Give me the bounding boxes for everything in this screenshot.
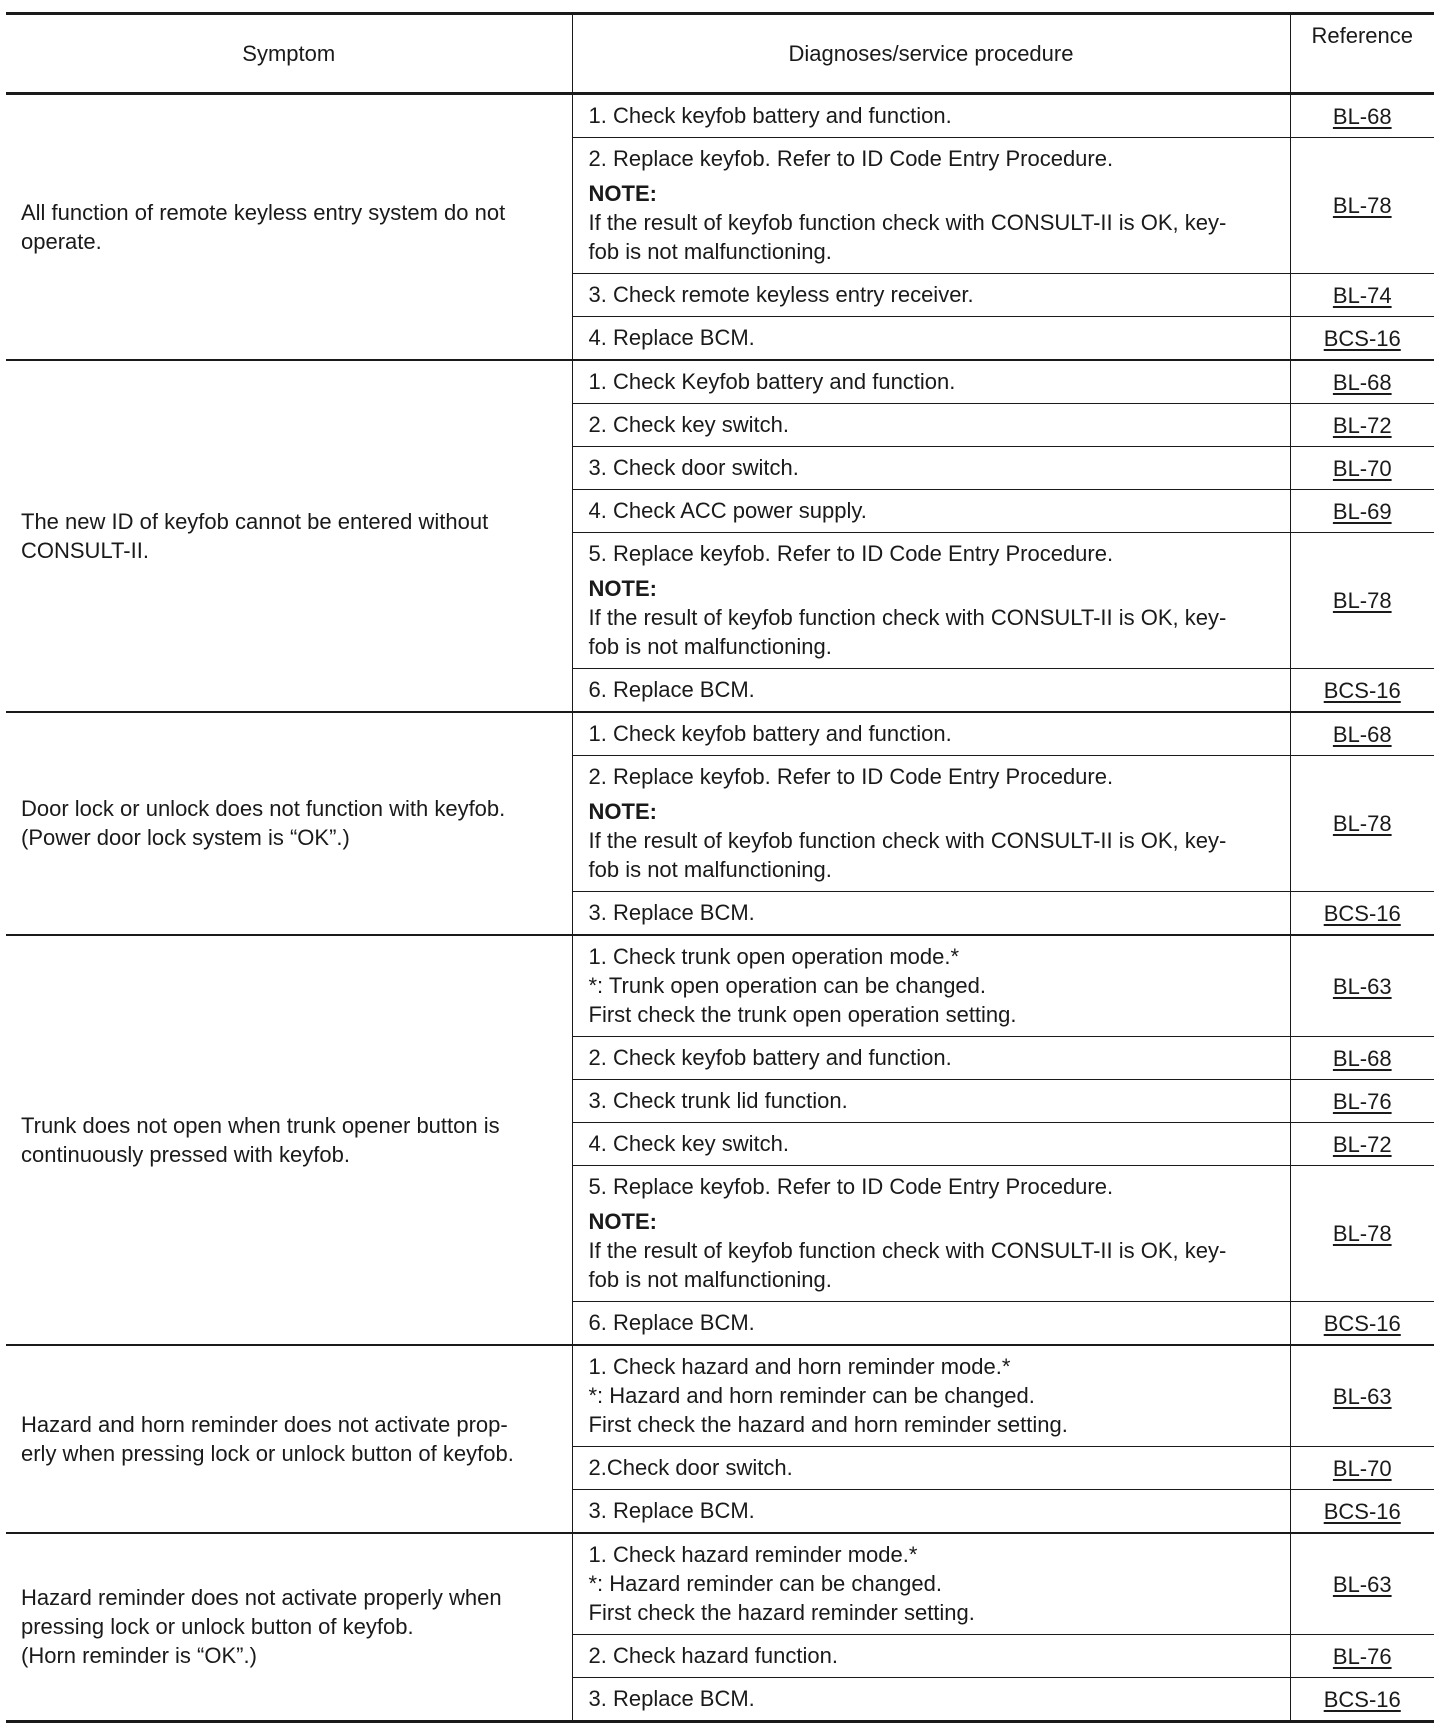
table-header [6,14,1434,94]
note-text: If the result of keyfob function check with CONSULT-II is OK, key- [588,605,1227,630]
procedure-cell [572,1123,1290,1166]
procedure-cell [572,669,1290,713]
reference-cell [1290,1037,1434,1080]
note-text: If the result of keyfob function check with CONSULT-II is OK, key- [588,1238,1227,1263]
reference-cell [1290,1166,1434,1302]
reference-link[interactable]: BCS-16 [1323,1310,1401,1336]
reference-cell [1290,892,1434,936]
reference-cell [1290,1635,1434,1678]
reference-cell [1290,138,1434,274]
procedure-cell [572,274,1290,317]
procedure-cell [572,94,1290,138]
header-row [6,14,1434,94]
symptom-text: All function of remote keyless entry system do not [21,199,506,225]
procedure-step-text: 2. Replace keyfob. Refer to ID Code Entry Procedure. [588,764,1114,789]
reference-link[interactable]: BL-78 [1332,193,1392,218]
procedure-step-text: 1. Check keyfob battery and function. [588,721,952,746]
reference-link[interactable]: BL-70 [1332,1455,1392,1481]
reference-cell [1290,756,1434,892]
procedure-cell [572,1345,1290,1447]
reference-cell [1290,1533,1434,1635]
symptom-text: Door lock or unlock does not function with keyfob. [21,796,506,821]
symptom-text: Hazard and horn reminder does not activate prop- [21,1411,508,1437]
table-row [6,94,1434,138]
symptom-text: CONSULT-II. [21,537,149,563]
reference-cell [1290,1447,1434,1490]
reference-link[interactable]: BL-68 [1332,103,1392,129]
reference-link[interactable]: BL-74 [1332,282,1392,308]
reference-cell [1290,533,1434,669]
table-row [6,1345,1434,1447]
procedure-cell [572,533,1290,669]
procedure-step-text: *: Hazard and horn reminder can be changed. [588,1383,1035,1408]
note-text: fob is not malfunctioning. [588,239,832,264]
procedure-cell [572,712,1290,756]
reference-cell [1290,447,1434,490]
symptom-cell [6,1345,572,1533]
procedure-step-text: 3. Check remote keyless entry receiver. [588,282,974,307]
symptom-text: operate. [21,228,102,254]
reference-cell [1290,935,1434,1037]
procedure-cell [572,892,1290,936]
reference-link[interactable]: BL-78 [1332,588,1392,613]
reference-link[interactable]: BL-68 [1332,369,1392,395]
procedure-step-text: 3. Replace BCM. [588,1498,755,1523]
procedure-cell [572,1678,1290,1722]
procedure-step-text: 4. Check ACC power supply. [588,498,867,523]
procedure-step-text: 3. Check door switch. [588,455,799,480]
note-label: NOTE: [588,1209,657,1234]
procedure-step-text: 5. Replace keyfob. Refer to ID Code Entry Procedure. [588,541,1114,566]
table-row [6,360,1434,404]
reference-link[interactable]: BL-76 [1332,1643,1392,1669]
header-procedure: Diagnoses/service procedure [572,14,1290,94]
note-text: If the result of keyfob function check with CONSULT-II is OK, key- [588,828,1227,853]
reference-link[interactable]: BL-78 [1332,811,1392,836]
note-label: NOTE: [588,799,657,824]
reference-link[interactable]: BCS-16 [1323,325,1401,351]
reference-link[interactable]: BL-63 [1332,1383,1392,1409]
symptom-text: The new ID of keyfob cannot be entered without [21,508,489,534]
procedure-cell [572,1080,1290,1123]
procedure-step-text: 3. Replace BCM. [588,900,755,925]
procedure-step-text: 2. Check hazard function. [588,1643,838,1668]
procedure-cell [572,360,1290,404]
procedure-step-text: 6. Replace BCM. [588,677,755,702]
procedure-step-text: 1. Check keyfob battery and function. [588,103,952,128]
procedure-step-text: 1. Check hazard and horn reminder mode.* [588,1354,1011,1379]
procedure-step-text: First check the hazard reminder setting. [588,1600,975,1625]
reference-link[interactable]: BCS-16 [1323,900,1401,926]
reference-cell [1290,1302,1434,1346]
procedure-cell [572,1447,1290,1490]
procedure-cell [572,317,1290,361]
symptom-text: Hazard reminder does not activate properly when [21,1585,502,1610]
procedure-cell [572,1533,1290,1635]
procedure-step-text: 4. Check key switch. [588,1131,790,1156]
reference-link[interactable]: BL-63 [1332,1571,1392,1597]
reference-cell [1290,1345,1434,1447]
reference-cell [1290,1123,1434,1166]
reference-link[interactable]: BL-68 [1332,721,1392,747]
reference-link[interactable]: BCS-16 [1323,677,1401,703]
symptom-text: continuously pressed with keyfob. [21,1141,350,1167]
reference-link[interactable]: BL-68 [1332,1045,1392,1071]
symptom-text: Trunk does not open when trunk opener button is [21,1112,500,1138]
symptom-cell [6,712,572,935]
table-row [6,935,1434,1037]
symptom-cell [6,94,572,361]
note-text: fob is not malfunctioning. [588,634,832,659]
reference-link[interactable]: BL-63 [1332,973,1392,999]
note-text: If the result of keyfob function check with CONSULT-II is OK, key- [588,210,1227,235]
reference-link[interactable]: BL-72 [1332,412,1392,438]
reference-link[interactable]: BCS-16 [1323,1686,1401,1712]
procedure-step-text: *: Hazard reminder can be changed. [588,1571,942,1596]
procedure-step-text: 4. Replace BCM. [588,325,755,350]
reference-cell [1290,490,1434,533]
procedure-step-text: First check the trunk open operation setting. [588,1002,1017,1027]
reference-cell [1290,94,1434,138]
procedure-step-text: 2. Replace keyfob. Refer to ID Code Entry Procedure. [588,146,1114,171]
reference-link[interactable]: BL-69 [1332,498,1392,524]
reference-cell [1290,712,1434,756]
reference-cell [1290,317,1434,361]
table-row [6,1533,1434,1635]
reference-cell [1290,274,1434,317]
reference-cell [1290,1080,1434,1123]
procedure-cell [572,447,1290,490]
procedure-step-text: 3. Check trunk lid function. [588,1088,848,1113]
procedure-step-text: 6. Replace BCM. [588,1310,755,1335]
procedure-step-text: 2. Check key switch. [588,412,790,437]
procedure-cell [572,1166,1290,1302]
procedure-step-text: 5. Replace keyfob. Refer to ID Code Entry Procedure. [588,1174,1114,1199]
procedure-cell [572,1635,1290,1678]
header-symptom: Symptom [6,14,572,94]
symptom-diagnosis-table [6,12,1434,1723]
procedure-step-text: First check the hazard and horn reminder setting. [588,1412,1068,1437]
procedure-step-text: 2. Check keyfob battery and function. [588,1045,952,1070]
symptom-cell [6,1533,572,1722]
procedure-step-text: *: Trunk open operation can be changed. [588,973,987,998]
symptom-cell [6,935,572,1345]
procedure-cell [572,935,1290,1037]
procedure-cell [572,490,1290,533]
procedure-step-text: 3. Replace BCM. [588,1686,755,1711]
symptom-cell [6,360,572,712]
reference-cell [1290,1678,1434,1722]
reference-cell [1290,404,1434,447]
troubleshooting-table-container [6,12,1434,1723]
symptom-text: pressing lock or unlock button of keyfob. [21,1614,414,1639]
procedure-cell [572,404,1290,447]
procedure-cell [572,1302,1290,1346]
procedure-step-text: 1. Check hazard reminder mode.* [588,1542,918,1567]
symptom-text: (Horn reminder is “OK”.) [21,1643,257,1668]
procedure-step-text: 1. Check trunk open operation mode.* [588,944,960,969]
table-row [6,712,1434,756]
procedure-step-text: 2.Check door switch. [588,1455,793,1480]
reference-link[interactable]: BL-76 [1332,1088,1392,1114]
procedure-step-text: 1. Check Keyfob battery and function. [588,369,956,394]
symptom-text: erly when pressing lock or unlock button of keyfob. [21,1440,514,1466]
procedure-cell [572,138,1290,274]
procedure-cell [572,1490,1290,1534]
symptom-text: (Power door lock system is “OK”.) [21,825,350,850]
note-label: NOTE: [588,181,657,206]
note-text: fob is not malfunctioning. [588,857,832,882]
procedure-cell [572,756,1290,892]
reference-cell [1290,360,1434,404]
reference-link[interactable]: BL-72 [1332,1131,1392,1157]
reference-link[interactable]: BCS-16 [1323,1498,1401,1524]
reference-cell [1290,669,1434,713]
procedure-cell [572,1037,1290,1080]
note-text: fob is not malfunctioning. [588,1267,832,1292]
header-reference: Reference [1290,14,1434,94]
reference-link[interactable]: BL-70 [1332,455,1392,481]
table-body [6,94,1434,1722]
note-label: NOTE: [588,576,657,601]
reference-cell [1290,1490,1434,1534]
reference-link[interactable]: BL-78 [1332,1221,1392,1246]
